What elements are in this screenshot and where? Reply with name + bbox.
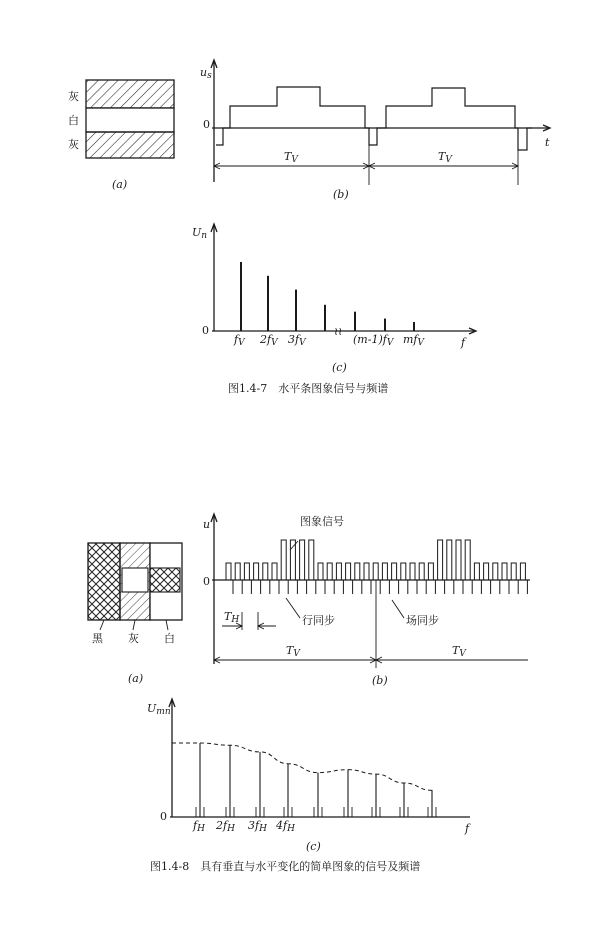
- fig2-b-field-sync-label: 场同步: [406, 614, 439, 627]
- fig2-video-pulse: [428, 563, 433, 580]
- fig2-video-pulse: [447, 540, 452, 580]
- fig1-gray-bottom-band: [86, 132, 174, 158]
- fig2-b-origin: 0: [203, 575, 210, 588]
- fig1-c-tick-mfv: mfV: [403, 333, 425, 348]
- fig2-video-pulse: [465, 540, 470, 580]
- fig2-video-pulse: [410, 563, 415, 580]
- fig2-video-pulse: [244, 563, 249, 580]
- fig1-c-tick-2fv: 2fV: [260, 333, 278, 348]
- fig2-b-field-sync-leader: [392, 600, 404, 618]
- fig2-video-pulse: [474, 563, 479, 580]
- fig1-c-tick-m1fv: (m-1)fV: [353, 333, 394, 348]
- fig2-panel-b: [203, 514, 530, 687]
- fig2-leader-black: [100, 620, 104, 630]
- fig1-white-band: [86, 108, 174, 132]
- fig2-tag-c: (c): [306, 840, 321, 853]
- fig2-video-pulse: [336, 563, 341, 580]
- fig1-gray-top-band: [86, 80, 174, 108]
- fig2-panel-a: [88, 543, 182, 685]
- fig2-c-y-label: Umn: [147, 702, 171, 717]
- fig1-tag-b: (b): [333, 188, 349, 201]
- fig2-b-signal-label: 图象信号: [300, 515, 344, 528]
- fig2-video-pulse: [355, 563, 360, 580]
- fig2-b-line-sync-label: 行同步: [302, 614, 335, 627]
- fig2-b-period-label-1: TV: [286, 644, 300, 659]
- fig2-video-pulse: [382, 563, 387, 580]
- fig2-b-y-label: u: [203, 518, 211, 531]
- fig2-black-region: [88, 543, 120, 620]
- fig2-label-black: 黑: [92, 632, 103, 645]
- fig2-c-spectral-lines: [196, 743, 436, 817]
- fig2-c-tick-4fh: 4fH: [276, 819, 295, 834]
- fig2-video-pulse: [281, 540, 286, 580]
- fig2-c-envelope: [172, 743, 432, 817]
- fig1-b-signal-waveform: [216, 87, 532, 150]
- fig2-label-white: 白: [164, 632, 175, 645]
- fig2-video-pulse: [226, 563, 231, 580]
- fig2-black-inset: [150, 568, 180, 592]
- fig1-b-y-label: us: [200, 66, 212, 81]
- fig1-label-white: 白: [68, 114, 79, 127]
- fig2-tag-a: (a): [128, 672, 144, 685]
- fig2-c-tick-fh: fH: [193, 819, 205, 834]
- fig2-white-inset: [122, 568, 148, 592]
- fig2-b-signal-leader: [290, 541, 298, 550]
- fig1-c-y-label: Un: [192, 226, 208, 241]
- fig2-video-pulse: [373, 563, 378, 580]
- fig2-video-pulse: [300, 540, 305, 580]
- fig2-video-pulse: [272, 563, 277, 580]
- fig2-c-f-label: f: [465, 822, 470, 835]
- fig2-video-pulse: [392, 563, 397, 580]
- fig2-video-pulse: [254, 563, 259, 580]
- fig2-video-pulse: [484, 563, 489, 580]
- fig2-caption: 图1.4-8 具有垂直与水平变化的简单图象的信号及频谱: [150, 860, 421, 873]
- fig1-b-origin: 0: [203, 118, 210, 131]
- fig1-c-spectral-lines: [241, 262, 414, 331]
- fig2-video-pulse: [502, 563, 507, 580]
- fig1-c-tick-3fv: 3fV: [288, 333, 306, 348]
- fig1-c-axis-break: ≀≀: [334, 325, 343, 338]
- fig1-panel-a: [68, 80, 174, 191]
- fig1-b-t-label: t: [545, 136, 550, 149]
- fig2-video-pulse: [520, 563, 525, 580]
- fig2-video-pulse: [327, 563, 332, 580]
- fig1-b-period-label-2: TV: [438, 150, 452, 165]
- fig2-video-pulse: [318, 563, 323, 580]
- fig1-label-gray-bottom: 灰: [68, 138, 79, 151]
- fig1-c-f-label: f: [461, 336, 466, 349]
- fig2-video-pulse: [493, 563, 498, 580]
- fig1-tag-a: (a): [112, 178, 128, 191]
- fig2-b-th-label: TH: [224, 610, 240, 625]
- fig2-video-pulse: [290, 540, 295, 580]
- fig2-video-pulse: [401, 563, 406, 580]
- fig1-caption: 图1.4-7 水平条图象信号与频谱: [228, 382, 389, 395]
- fig2-tag-b: (b): [372, 674, 388, 687]
- fig2-leader-gray: [133, 620, 135, 630]
- fig2-video-pulse: [309, 540, 314, 580]
- fig1-panel-c: [192, 224, 476, 374]
- fig2-video-pulse: [346, 563, 351, 580]
- fig2-b-period-label-2: TV: [452, 644, 466, 659]
- fig1-c-tick-fv: fV: [234, 333, 245, 348]
- fig2-video-pulse: [263, 563, 268, 580]
- fig2-video-pulse: [364, 563, 369, 580]
- fig2-video-pulse: [419, 563, 424, 580]
- fig1-tag-c: (c): [332, 361, 347, 374]
- fig2-video-pulse: [438, 540, 443, 580]
- fig2-video-pulse: [235, 563, 240, 580]
- fig2-leader-white: [166, 620, 168, 630]
- fig2-label-gray: 灰: [128, 632, 139, 645]
- fig2-panel-c: [147, 699, 471, 853]
- fig1-c-origin: 0: [202, 324, 209, 337]
- fig2-c-origin: 0: [160, 810, 167, 823]
- fig2-b-line-sync-leader: [286, 598, 300, 618]
- fig2-video-pulse: [511, 563, 516, 580]
- fig2-c-tick-2fh: 2fH: [216, 819, 235, 834]
- fig1-b-period-label-1: TV: [284, 150, 298, 165]
- fig2-video-pulse: [456, 540, 461, 580]
- fig2-b-pulse-train: [226, 540, 527, 594]
- fig1-panel-b: [200, 60, 550, 201]
- fig2-c-tick-3fh: 3fH: [248, 819, 267, 834]
- fig1-label-gray-top: 灰: [68, 90, 79, 103]
